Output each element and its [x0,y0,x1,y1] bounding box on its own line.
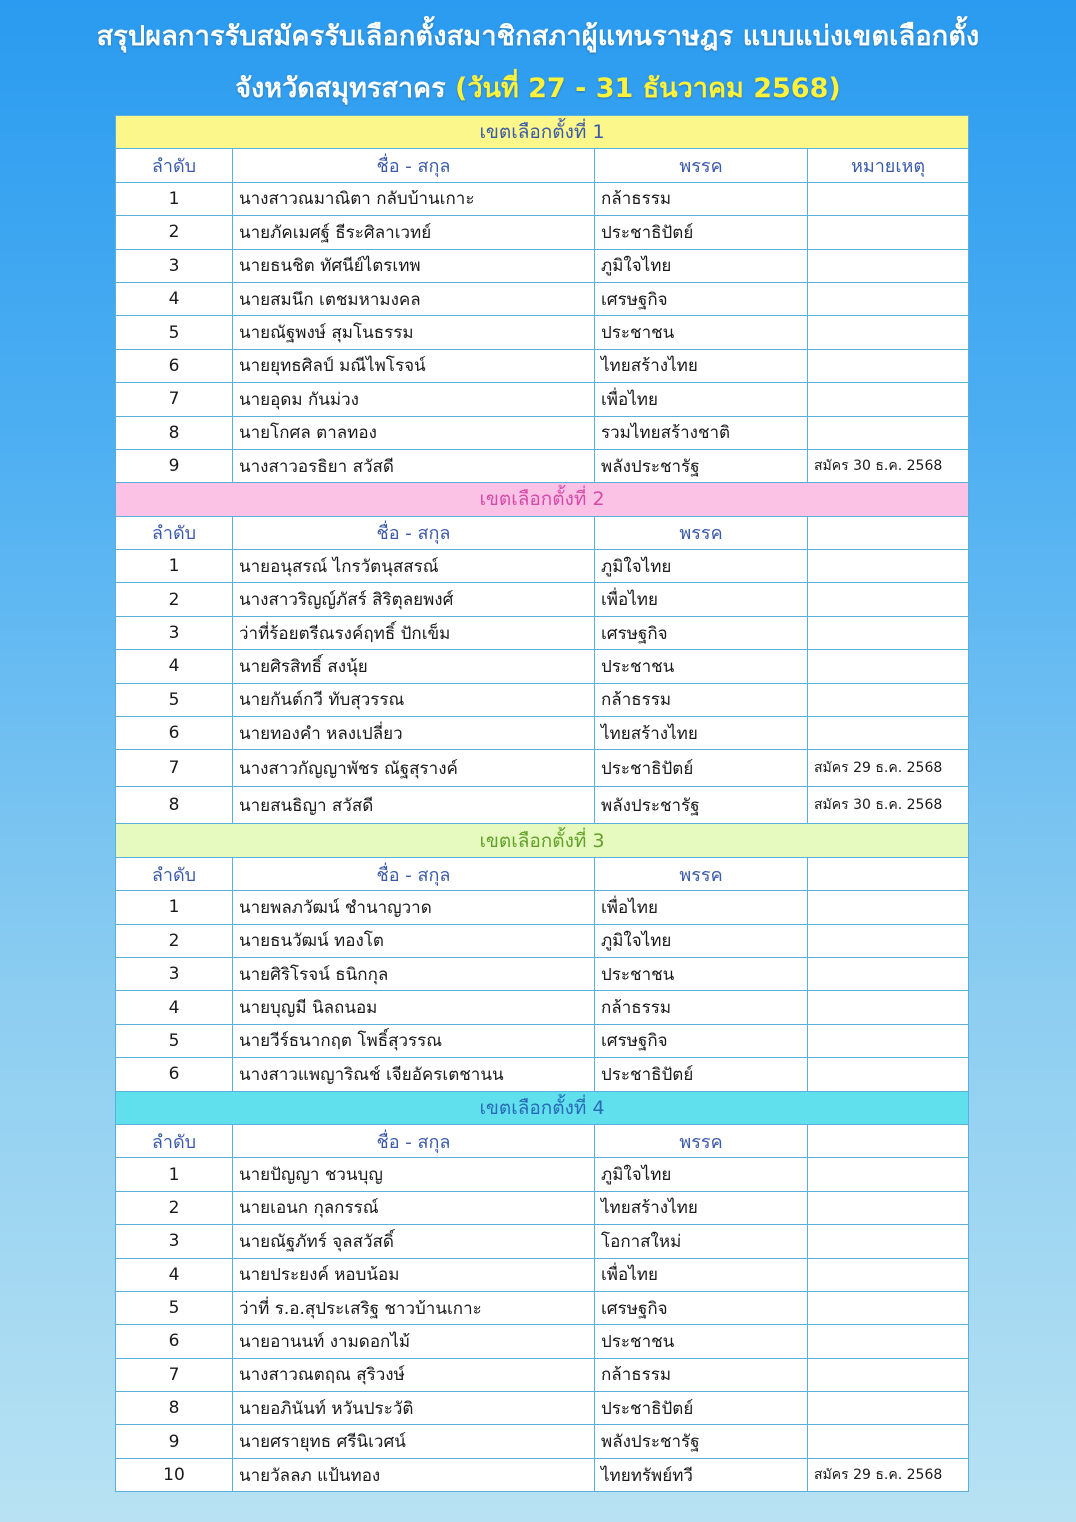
candidate-number: 1 [116,182,233,215]
candidate-name: นายพลภวัฒน์ ชำนาญวาด [233,891,595,924]
column-header-row [116,516,969,549]
district-label: เขตเลือกตั้งที่ 4 [116,1091,969,1124]
table-row [116,1158,969,1191]
candidate-note [808,1191,969,1224]
column-header-name: ชื่อ - สกุล [233,516,595,549]
candidate-note [808,1225,969,1258]
candidate-name: นางสาวณตฤณ สุริวงษ์ [233,1358,595,1391]
candidate-name: นางสาวณมาณิตา กลับบ้านเกาะ [233,182,595,215]
candidate-name: นายภัคเมศฐ์ ธีระศิลาเวทย์ [233,216,595,249]
candidate-number: 8 [116,416,233,449]
candidate-number: 2 [116,1191,233,1224]
table-row [116,449,969,482]
candidate-note [808,924,969,957]
candidate-party: ประชาชน [595,957,808,990]
column-header-order: ลำดับ [116,1124,233,1157]
candidate-note: สมัคร 30 ธ.ค. 2568 [808,787,969,824]
candidate-party: พลังประชารัฐ [595,449,808,482]
candidate-party: ประชาชน [595,316,808,349]
candidates-table [115,115,969,1492]
candidate-number: 3 [116,957,233,990]
column-header-name: ชื่อ - สกุล [233,149,595,182]
candidate-number: 1 [116,1158,233,1191]
candidate-note [808,383,969,416]
candidate-note [808,1258,969,1291]
column-header-row [116,857,969,890]
candidate-number: 4 [116,650,233,683]
table-row [116,750,969,787]
table-row [116,583,969,616]
column-header-order: ลำดับ [116,857,233,890]
candidate-note: สมัคร 29 ธ.ค. 2568 [808,750,969,787]
column-header-note [808,516,969,549]
candidate-name: นายวัลลภ แป้นทอง [233,1458,595,1491]
candidate-party: เพื่อไทย [595,891,808,924]
candidate-number: 3 [116,616,233,649]
candidate-number: 4 [116,1258,233,1291]
candidate-note [808,1024,969,1057]
table-row [116,650,969,683]
district-header [116,483,969,516]
province-title: จังหวัดสมุทรสาคร [235,73,446,104]
table-row [116,891,969,924]
table-row [116,717,969,750]
table-row [116,1058,969,1091]
candidate-number: 10 [116,1458,233,1491]
candidate-note [808,1058,969,1091]
candidate-party: โอกาสใหม่ [595,1225,808,1258]
candidate-name: นายอุดม กันม่วง [233,383,595,416]
table-row [116,383,969,416]
column-header-row [116,1124,969,1157]
candidate-number: 3 [116,249,233,282]
candidate-name: นายบุญมี นิลถนอม [233,991,595,1024]
candidate-party: เศรษฐกิจ [595,1291,808,1324]
candidate-party: กล้าธรรม [595,991,808,1024]
candidate-name: นายวีร์ธนากฤต โพธิ์สุวรรณ [233,1024,595,1057]
candidate-number: 8 [116,1392,233,1425]
candidate-party: เศรษฐกิจ [595,282,808,315]
candidate-name: นายอานนท์ งามดอกไม้ [233,1325,595,1358]
column-header-note [808,1124,969,1157]
candidate-number: 5 [116,1024,233,1057]
candidate-note [808,1392,969,1425]
candidate-note [808,550,969,583]
table-row [116,787,969,824]
column-header-party: พรรค [595,857,808,890]
candidate-number: 5 [116,316,233,349]
candidate-number: 4 [116,282,233,315]
candidate-name: นายศิรสิทธิ์ สงนุ้ย [233,650,595,683]
candidate-name: นายณัฐพงษ์ สุมโนธรรม [233,316,595,349]
candidate-name: นายโกศล ตาลทอง [233,416,595,449]
column-header-name: ชื่อ - สกุล [233,1124,595,1157]
candidate-party: ไทยสร้างไทย [595,717,808,750]
district-label: เขตเลือกตั้งที่ 1 [116,116,969,149]
candidate-number: 4 [116,991,233,1024]
candidate-note [808,1291,969,1324]
candidate-party: ภูมิใจไทย [595,550,808,583]
candidate-number: 3 [116,1225,233,1258]
candidate-party: พลังประชารัฐ [595,787,808,824]
candidate-name: นายปัญญา ชวนบุญ [233,1158,595,1191]
candidate-number: 6 [116,1058,233,1091]
table-row [116,683,969,716]
candidate-party: กล้าธรรม [595,683,808,716]
candidate-name: ว่าที่ร้อยตรีณรงค์ฤทธิ์ ปักเข็ม [233,616,595,649]
candidate-party: เศรษฐกิจ [595,1024,808,1057]
candidate-name: นางสาวแพญาริณช์ เจียอัครเตชานน [233,1058,595,1091]
candidate-name: นายยุทธศิลป์ มณีไพโรจน์ [233,349,595,382]
candidate-note [808,1425,969,1458]
candidate-note [808,416,969,449]
candidate-name: นายเอนก กุลกรรณ์ [233,1191,595,1224]
candidate-name: นายธนวัฒน์ ทองโต [233,924,595,957]
candidate-note [808,650,969,683]
column-header-name: ชื่อ - สกุล [233,857,595,890]
candidate-note [808,349,969,382]
district-label: เขตเลือกตั้งที่ 2 [116,483,969,516]
table-row [116,282,969,315]
candidate-party: เพื่อไทย [595,583,808,616]
table-row [116,1325,969,1358]
candidate-note [808,1358,969,1391]
candidate-number: 7 [116,750,233,787]
candidate-party: ภูมิใจไทย [595,1158,808,1191]
candidate-name: นายสมนึก เตชมหามงคล [233,282,595,315]
candidate-name: นายศิริโรจน์ ธนิกกุล [233,957,595,990]
table-row [116,957,969,990]
table-row [116,182,969,215]
candidate-number: 5 [116,1291,233,1324]
column-header-row [116,149,969,182]
table-row [116,216,969,249]
candidate-note: สมัคร 29 ธ.ค. 2568 [808,1458,969,1491]
column-header-order: ลำดับ [116,149,233,182]
candidate-party: ประชาชน [595,650,808,683]
candidate-party: ไทยทรัพย์ทวี [595,1458,808,1491]
candidate-name: นางสาวกัญญาพัชร ณัฐสุรางค์ [233,750,595,787]
column-header-party: พรรค [595,516,808,549]
column-header-order: ลำดับ [116,516,233,549]
candidate-note [808,249,969,282]
candidate-number: 6 [116,717,233,750]
candidate-party: ไทยสร้างไทย [595,1191,808,1224]
candidate-party: เพื่อไทย [595,383,808,416]
district-header [116,116,969,149]
candidate-note [808,616,969,649]
candidate-party: ภูมิใจไทย [595,249,808,282]
column-header-note [808,857,969,890]
table-row [116,550,969,583]
candidate-party: ประชาธิปัตย์ [595,1058,808,1091]
candidate-name: นายอนุสรณ์ ไกรวัตนุสสรณ์ [233,550,595,583]
table-row [116,1191,969,1224]
district-header [116,1091,969,1124]
table-row [116,416,969,449]
date-range: (วันที่ 27 - 31 ธันวาคม 2568) [454,73,841,104]
candidate-note [808,717,969,750]
candidate-number: 9 [116,449,233,482]
page-subtitle [0,66,1076,109]
candidate-number: 9 [116,1425,233,1458]
candidate-name: นายณัฐภัทร์ จุลสวัสดิ์ [233,1225,595,1258]
table-row [116,1358,969,1391]
candidate-name: นางสาวริญญ์ภัสร์ สิริตุลยพงศ์ [233,583,595,616]
candidate-number: 2 [116,924,233,957]
candidate-name: นายประยงค์ หอบน้อม [233,1258,595,1291]
candidate-party: ประชาชน [595,1325,808,1358]
candidate-party: ภูมิใจไทย [595,924,808,957]
table-row [116,991,969,1024]
candidate-note [808,216,969,249]
candidate-note: สมัคร 30 ธ.ค. 2568 [808,449,969,482]
candidate-number: 2 [116,216,233,249]
table-row [116,1458,969,1491]
candidate-party: กล้าธรรม [595,182,808,215]
candidate-number: 6 [116,1325,233,1358]
candidate-number: 2 [116,583,233,616]
candidate-note [808,991,969,1024]
candidate-party: ประชาธิปัตย์ [595,216,808,249]
candidate-note [808,583,969,616]
candidate-name: นางสาวอรธิยา สวัสดี [233,449,595,482]
candidate-number: 7 [116,383,233,416]
candidate-note [808,282,969,315]
candidate-note [808,891,969,924]
candidate-party: ไทยสร้างไทย [595,349,808,382]
candidate-number: 6 [116,349,233,382]
table-row [116,1258,969,1291]
candidate-note [808,182,969,215]
candidate-name: นายอภินันท์ หวันประวัติ [233,1392,595,1425]
candidate-party: เพื่อไทย [595,1258,808,1291]
candidate-number: 8 [116,787,233,824]
candidate-number: 1 [116,891,233,924]
candidate-party: ประชาธิปัตย์ [595,1392,808,1425]
table-row [116,1291,969,1324]
candidate-note [808,1158,969,1191]
table-row [116,316,969,349]
candidate-number: 5 [116,683,233,716]
table-row [116,1425,969,1458]
candidate-name: นายทองคำ หลงเปลี่ยว [233,717,595,750]
candidate-name: นายกันต์กวี ทับสุวรรณ [233,683,595,716]
table-row [116,1024,969,1057]
page-title: สรุปผลการรับสมัครรับเลือกตั้งสมาชิกสภาผู้แทนราษฎร แบบแบ่งเขตเลือกตั้ง [96,21,980,52]
district-header [116,824,969,857]
candidate-name: นายธนชิต ทัศนีย์ไตรเทพ [233,249,595,282]
candidate-number: 7 [116,1358,233,1391]
candidate-note [808,316,969,349]
candidate-name: ว่าที่ ร.อ.สุประเสริฐ ชาวบ้านเกาะ [233,1291,595,1324]
table-row [116,1392,969,1425]
candidate-note [808,1325,969,1358]
candidate-party: รวมไทยสร้างชาติ [595,416,808,449]
table-row [116,1225,969,1258]
candidate-note [808,957,969,990]
candidate-party: กล้าธรรม [595,1358,808,1391]
candidate-party: ประชาธิปัตย์ [595,750,808,787]
table-row [116,349,969,382]
table-row [116,616,969,649]
candidate-name: นายสนธิญา สวัสดี [233,787,595,824]
candidate-note [808,683,969,716]
table-row [116,249,969,282]
candidate-number: 1 [116,550,233,583]
table-row [116,924,969,957]
candidate-party: เศรษฐกิจ [595,616,808,649]
candidate-party: พลังประชารัฐ [595,1425,808,1458]
district-label: เขตเลือกตั้งที่ 3 [116,824,969,857]
column-header-note: หมายเหตุ [808,149,969,182]
candidate-name: นายศรายุทธ ศรีนิเวศน์ [233,1425,595,1458]
column-header-party: พรรค [595,1124,808,1157]
column-header-party: พรรค [595,149,808,182]
